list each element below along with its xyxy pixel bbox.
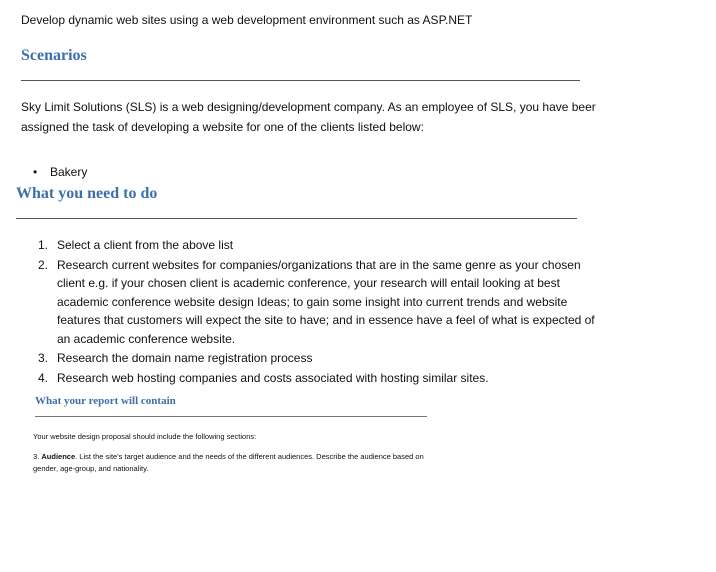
client-list-item xyxy=(33,165,87,179)
report-divider xyxy=(35,416,427,417)
step-number: 3. xyxy=(38,351,49,365)
report-item-text: . List the site's target audience and the needs of the different audiences. Describe the audience based on gender, age-group, and nationality. xyxy=(33,452,424,473)
step-item xyxy=(38,256,598,349)
step-text: Research current websites for companies/organizations that are in the same genre as your chosen client e.g. if your chosen client is academic conference, your research will entail looking at best academic conference website design Ideas; to gain some insight into current trends and website features that customers will expect the site to have; and in essence have a feel of what is expected of an academic conference website. xyxy=(57,257,595,346)
report-item-audience xyxy=(33,451,433,475)
step-text: Research the domain name registration process xyxy=(57,351,313,365)
todo-heading: What you need to do xyxy=(16,185,158,202)
step-item xyxy=(38,349,598,368)
step-item xyxy=(38,236,598,255)
step-number: 4. xyxy=(38,370,49,385)
report-intro: Your website design proposal should include the following sections: xyxy=(33,432,257,441)
step-text: Select a client from the above list xyxy=(57,238,234,252)
report-item-title: Audience xyxy=(41,452,76,461)
scenarios-divider xyxy=(21,80,580,81)
intro-line: Develop dynamic web sites using a web development environment such as ASP.NET xyxy=(21,13,473,27)
bullet-icon: • xyxy=(33,165,38,179)
step-number: 1. xyxy=(38,238,49,252)
step-text: Research web hosting companies and costs associated with hosting similar sites. xyxy=(57,370,489,385)
report-heading: What your report will contain xyxy=(35,395,176,407)
steps-list xyxy=(38,236,598,388)
scenarios-heading: Scenarios xyxy=(21,47,87,64)
step-item xyxy=(38,369,598,388)
scenarios-paragraph: Sky Limit Solutions (SLS) is a web designing/development company. As an employee of SLS, you have beer assigned the task of developing a website for one of the clients listed below: xyxy=(21,100,596,134)
todo-divider xyxy=(16,218,577,219)
client-label: Bakery xyxy=(50,165,88,179)
step-number: 2. xyxy=(38,257,49,272)
report-item-number: 3. xyxy=(33,452,40,461)
